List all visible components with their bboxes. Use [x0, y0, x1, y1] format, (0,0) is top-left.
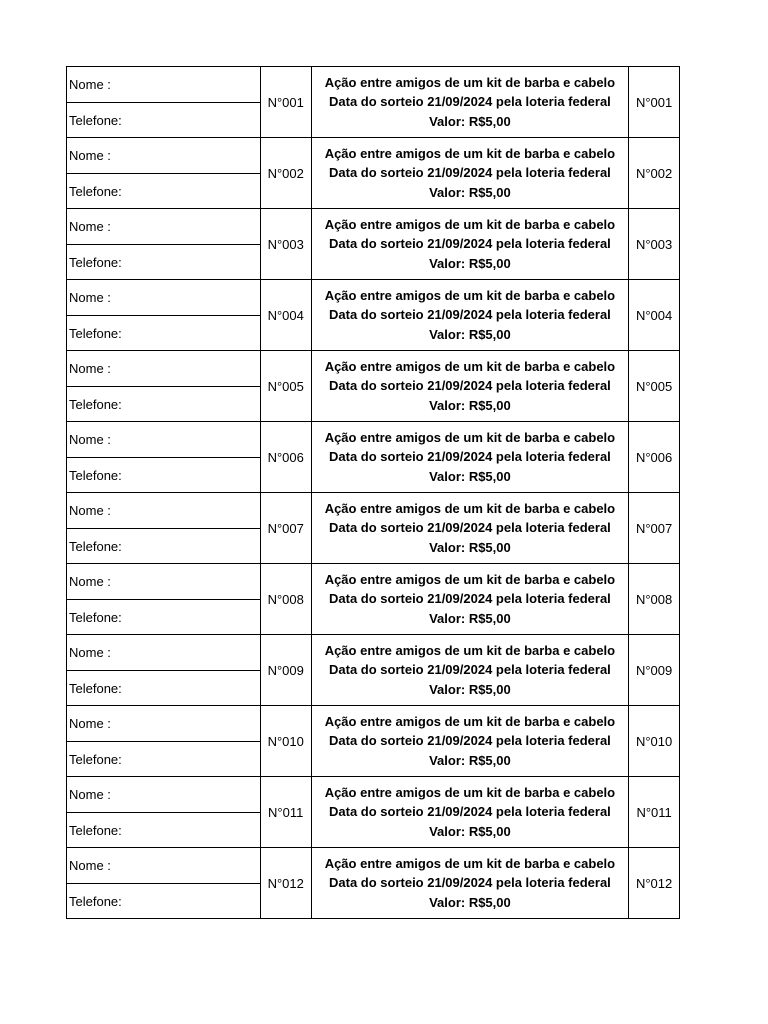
- phone-field[interactable]: Telefone:: [67, 600, 261, 635]
- description-line-title: Ação entre amigos de um kit de barba e cabelo: [324, 855, 616, 871]
- ticket-number: N°005: [629, 351, 680, 422]
- ticket-number: N°008: [629, 564, 680, 635]
- ticket-number: N°004: [629, 280, 680, 351]
- name-field[interactable]: Nome :: [67, 280, 261, 316]
- ticket-row: [67, 777, 680, 813]
- ticket-number-stub: N°002: [260, 138, 311, 209]
- ticket-row: [67, 422, 680, 458]
- ticket-number-stub: N°005: [260, 351, 311, 422]
- raffle-sheet: [66, 66, 680, 919]
- description-line-price: Valor: R$5,00: [429, 397, 511, 413]
- ticket-row: [67, 706, 680, 742]
- ticket-number-stub: N°004: [260, 280, 311, 351]
- name-field[interactable]: Nome :: [67, 138, 261, 174]
- description-line-draw-date: Data do sorteio 21/09/2024 pela loteria federal: [329, 307, 611, 323]
- ticket-row: [67, 564, 680, 600]
- ticket-number: N°011: [629, 777, 680, 848]
- name-field[interactable]: Nome :: [67, 635, 261, 671]
- description-line-title: Ação entre amigos de um kit de barba e cabelo: [324, 287, 616, 303]
- ticket-description: [311, 67, 629, 138]
- description-line-draw-date: Data do sorteio 21/09/2024 pela loteria federal: [329, 449, 611, 465]
- description-line-draw-date: Data do sorteio 21/09/2024 pela loteria federal: [329, 520, 611, 536]
- ticket-number-stub: N°003: [260, 209, 311, 280]
- ticket-description: [311, 493, 629, 564]
- ticket-row: [67, 635, 680, 671]
- description-line-price: Valor: R$5,00: [429, 184, 511, 200]
- description-line-price: Valor: R$5,00: [429, 894, 511, 910]
- ticket-number-stub: N°012: [260, 848, 311, 919]
- raffle-ticket-table: [66, 66, 680, 919]
- ticket-number-stub: N°009: [260, 635, 311, 706]
- phone-field[interactable]: Telefone:: [67, 316, 261, 351]
- ticket-description: [311, 635, 629, 706]
- description-line-title: Ação entre amigos de um kit de barba e cabelo: [324, 784, 616, 800]
- description-line-draw-date: Data do sorteio 21/09/2024 pela loteria federal: [329, 804, 611, 820]
- description-line-title: Ação entre amigos de um kit de barba e cabelo: [324, 216, 616, 232]
- ticket-row: [67, 493, 680, 529]
- description-line-price: Valor: R$5,00: [429, 113, 511, 129]
- description-line-price: Valor: R$5,00: [429, 610, 511, 626]
- description-line-draw-date: Data do sorteio 21/09/2024 pela loteria federal: [329, 591, 611, 607]
- name-field[interactable]: Nome :: [67, 564, 261, 600]
- ticket-description: [311, 777, 629, 848]
- ticket-row: [67, 209, 680, 245]
- ticket-description: [311, 351, 629, 422]
- phone-field[interactable]: Telefone:: [67, 174, 261, 209]
- ticket-description: [311, 280, 629, 351]
- name-field[interactable]: Nome :: [67, 67, 261, 103]
- ticket-number-stub: N°006: [260, 422, 311, 493]
- ticket-description: [311, 848, 629, 919]
- phone-field[interactable]: Telefone:: [67, 387, 261, 422]
- ticket-description: [311, 209, 629, 280]
- phone-field[interactable]: Telefone:: [67, 458, 261, 493]
- name-field[interactable]: Nome :: [67, 706, 261, 742]
- description-line-price: Valor: R$5,00: [429, 752, 511, 768]
- phone-field[interactable]: Telefone:: [67, 742, 261, 777]
- description-line-title: Ação entre amigos de um kit de barba e cabelo: [324, 145, 616, 161]
- ticket-description: [311, 422, 629, 493]
- name-field[interactable]: Nome :: [67, 848, 261, 884]
- ticket-number: N°006: [629, 422, 680, 493]
- description-line-draw-date: Data do sorteio 21/09/2024 pela loteria federal: [329, 733, 611, 749]
- ticket-number-stub: N°008: [260, 564, 311, 635]
- description-line-title: Ação entre amigos de um kit de barba e cabelo: [324, 713, 616, 729]
- ticket-number-stub: N°007: [260, 493, 311, 564]
- ticket-number: N°009: [629, 635, 680, 706]
- name-field[interactable]: Nome :: [67, 422, 261, 458]
- ticket-row: [67, 351, 680, 387]
- ticket-description: [311, 564, 629, 635]
- ticket-row: [67, 138, 680, 174]
- description-line-draw-date: Data do sorteio 21/09/2024 pela loteria federal: [329, 236, 611, 252]
- ticket-number: N°001: [629, 67, 680, 138]
- ticket-number-stub: N°011: [260, 777, 311, 848]
- phone-field[interactable]: Telefone:: [67, 245, 261, 280]
- ticket-number: N°003: [629, 209, 680, 280]
- description-line-price: Valor: R$5,00: [429, 326, 511, 342]
- name-field[interactable]: Nome :: [67, 351, 261, 387]
- ticket-number: N°012: [629, 848, 680, 919]
- ticket-number: N°007: [629, 493, 680, 564]
- phone-field[interactable]: Telefone:: [67, 103, 261, 138]
- ticket-number: N°010: [629, 706, 680, 777]
- description-line-title: Ação entre amigos de um kit de barba e cabelo: [324, 358, 616, 374]
- description-line-title: Ação entre amigos de um kit de barba e cabelo: [324, 429, 616, 445]
- description-line-price: Valor: R$5,00: [429, 255, 511, 271]
- ticket-list: [67, 67, 680, 919]
- ticket-description: [311, 138, 629, 209]
- description-line-draw-date: Data do sorteio 21/09/2024 pela loteria federal: [329, 165, 611, 181]
- description-line-draw-date: Data do sorteio 21/09/2024 pela loteria federal: [329, 378, 611, 394]
- description-line-draw-date: Data do sorteio 21/09/2024 pela loteria federal: [329, 662, 611, 678]
- description-line-price: Valor: R$5,00: [429, 539, 511, 555]
- description-line-title: Ação entre amigos de um kit de barba e cabelo: [324, 74, 616, 90]
- description-line-price: Valor: R$5,00: [429, 468, 511, 484]
- description-line-price: Valor: R$5,00: [429, 823, 511, 839]
- ticket-number: N°002: [629, 138, 680, 209]
- name-field[interactable]: Nome :: [67, 209, 261, 245]
- description-line-title: Ação entre amigos de um kit de barba e cabelo: [324, 500, 616, 516]
- description-line-title: Ação entre amigos de um kit de barba e cabelo: [324, 571, 616, 587]
- phone-field[interactable]: Telefone:: [67, 884, 261, 919]
- ticket-description: [311, 706, 629, 777]
- description-line-draw-date: Data do sorteio 21/09/2024 pela loteria federal: [329, 94, 611, 110]
- ticket-row: [67, 848, 680, 884]
- ticket-number-stub: N°010: [260, 706, 311, 777]
- ticket-row: [67, 280, 680, 316]
- ticket-row: [67, 67, 680, 103]
- phone-field[interactable]: Telefone:: [67, 813, 261, 848]
- name-field[interactable]: Nome :: [67, 493, 261, 529]
- name-field[interactable]: Nome :: [67, 777, 261, 813]
- description-line-draw-date: Data do sorteio 21/09/2024 pela loteria federal: [329, 875, 611, 891]
- phone-field[interactable]: Telefone:: [67, 529, 261, 564]
- description-line-price: Valor: R$5,00: [429, 681, 511, 697]
- description-line-title: Ação entre amigos de um kit de barba e cabelo: [324, 642, 616, 658]
- ticket-number-stub: N°001: [260, 67, 311, 138]
- phone-field[interactable]: Telefone:: [67, 671, 261, 706]
